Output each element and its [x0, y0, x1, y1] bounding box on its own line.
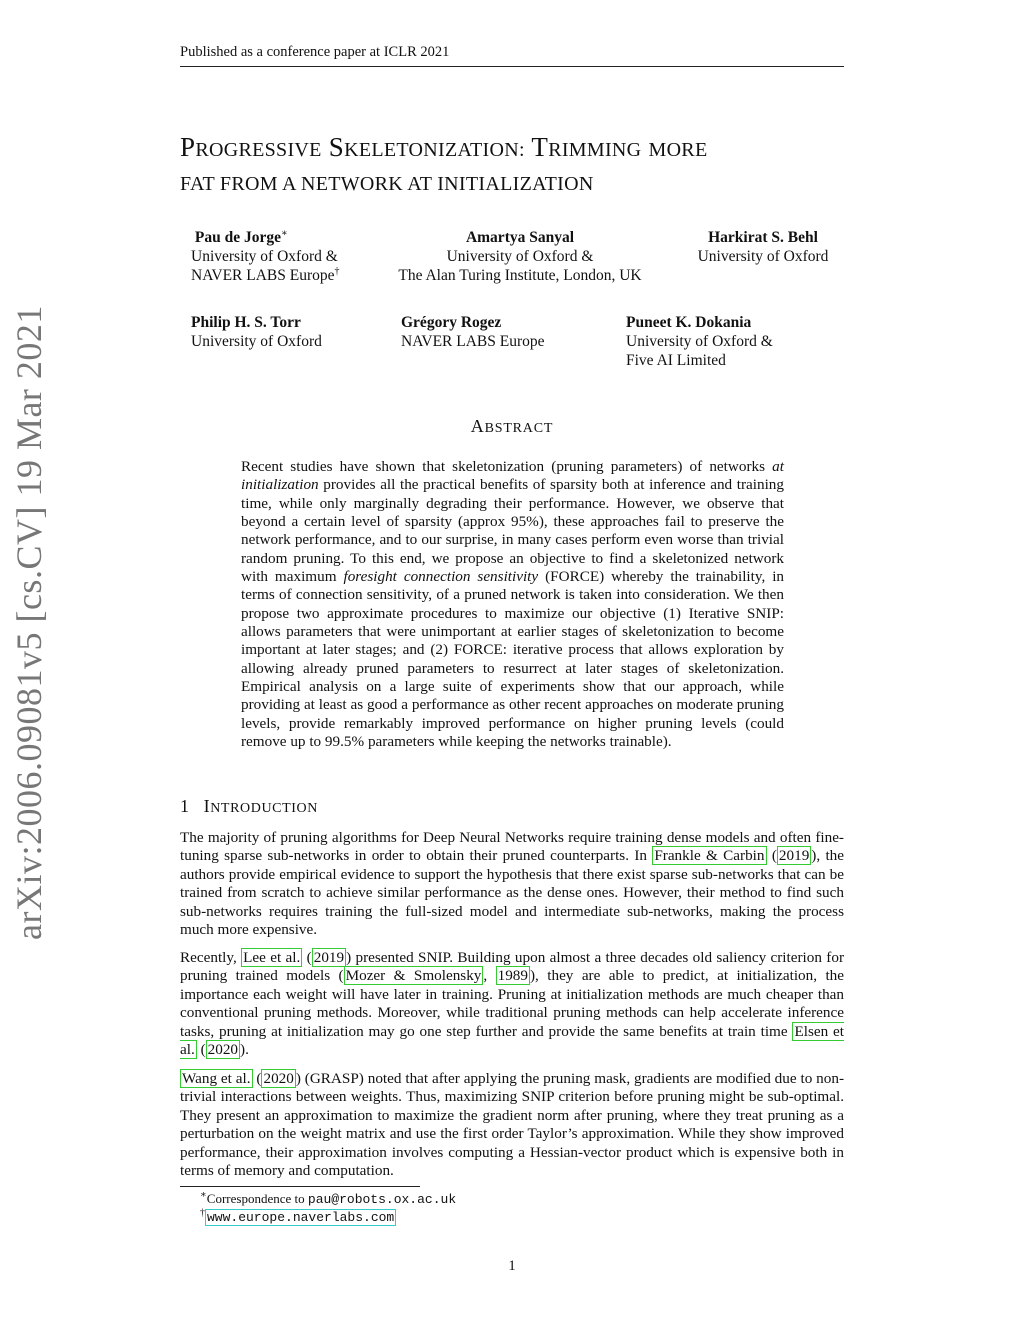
running-header: Published as a conference paper at ICLR 2021 — [180, 44, 450, 60]
author-footnote-mark: ∗ — [280, 227, 288, 239]
author-block — [688, 228, 838, 266]
author-affiliation: University of Oxford & — [446, 248, 594, 265]
author-footnote-mark: † — [334, 265, 340, 277]
author-affiliation: NAVER LABS Europe — [191, 267, 335, 284]
citation-link[interactable]: Lee et al. — [243, 949, 301, 966]
url-link[interactable]: www.europe.naverlabs.com — [207, 1210, 395, 1225]
paragraph: The majority of pruning algorithms for Deep Neural Networks require training dense models and often fine-tuning sparse sub-networks in order to obtain their pruned counterparts. In Frankle & Carbin ( 2019 ), the authors provide empirical evidence to support the hypothesis that there exist sparse sub-networks that can be trained from scratch to achieve similar performance as the dense ones. However, their method to find such sub-networks requires training the full-sized model and intermediate sub-networks, making the process much more expensive. — [180, 829, 845, 939]
author-name: Puneet K. Dokania — [626, 314, 752, 331]
title-word: TRIMMING — [531, 132, 642, 162]
author-name: Harkirat S. Behl — [708, 229, 818, 246]
author-affiliation: University of Oxford & — [626, 333, 773, 350]
citation-year-link[interactable]: 1989 — [497, 967, 528, 985]
author-affiliation: University of Oxford & — [191, 248, 338, 265]
paragraph: Wang et al. ( 2020 ) (GRASP) noted that after applying the pruning mask, gradients are modified due to non-trivial interactions between weights. Thus, maximizing SNIP criterion before pruning might be sub-optimal. They present an approximation to maximize the gradient norm after pruning, where they treat pruning as a perturbation on the weight matrix and use the first order Taylor’s approximation. While they show improved performance, their approximation involves computing a Hessian-vector product which is expensive both in terms of memory and computation. — [180, 1070, 845, 1180]
email-link[interactable]: pau@robots.ox.ac.uk — [307, 1192, 457, 1207]
title-word: PROGRESSIVE — [180, 132, 322, 162]
author-block — [191, 313, 322, 351]
author-block — [380, 228, 660, 285]
citation-link[interactable]: Mozer & Smolensky — [345, 967, 482, 985]
title-word: MORE — [648, 139, 708, 161]
paper-title — [180, 130, 850, 201]
title-line-2: FAT FROM A NETWORK AT INITIALIZATION — [180, 173, 594, 195]
abstract-text: Recent studies have shown that skeletonization (pruning parameters) of networks at initialization provides all the practical benefits of sparsity both at inference and training time, while only marginally degrading their performance. However, we observe that beyond a certain level of sparsity (approx 95%), these approaches fail to preserve the network performance, and to our surprise, in many cases perform even worse than trivial random pruning. To this end, we propose an objective to find a skeletonized network with maximum foresight connection sensitivity (FORCE) whereby the trainability, in terms of connection sensitivity, of a pruned network is taken into consideration. We then propose two approximate procedures to maximize our objective (1) Iterative SNIP: allows parameters that were unimportant at earlier stages of skeletonization to become important at later stages; and (2) FORCE: iterative process that allows exploration by allowing already pruned parameters to resurrect at later stages of skeletonization. Empirical analysis on a large suite of experiments show that our approach, while providing at least as good a performance as other recent approaches on moderate pruning levels, provide remarkably improved performance on higher pruning levels (could remove up to 99.5% parameters while keeping the networks trainable). — [241, 458, 785, 751]
citation-link[interactable]: Frankle & Carbin — [654, 847, 765, 865]
author-name: Amartya Sanyal — [465, 229, 575, 246]
author-name: Grégory Rogez — [401, 314, 502, 331]
author-affiliation: Five AI Limited — [626, 352, 726, 369]
author-affiliation: University of Oxford — [697, 248, 829, 265]
citation-year-link[interactable]: 2020 — [207, 1041, 238, 1059]
author-block — [401, 313, 545, 351]
title-line-1 — [180, 130, 850, 167]
author-name: Pau de Jorge — [194, 229, 281, 246]
author-affiliation: The Alan Turing Institute, London, UK — [398, 267, 642, 284]
paragraph: Recently, Lee et al. ( 2019 ) presented SNIP. Building upon almost a three decades old saliency criterion for pruning trained models ( Mozer & Smolensky , 1989 ), they are able to predict, at initialization, the importance each weight will have later in training. Pruning at initialization methods are much cheaper than conventional pruning methods. Moreover, while traditional pruning methods can help accelerate inference tasks, pruning at initialization may go one step further and provide the same benefits at train time Elsen et al. ( 2020 ). — [180, 949, 845, 1059]
footnote-rule — [180, 1186, 420, 1187]
citation-year-link[interactable]: 2019 — [778, 847, 810, 865]
author-block — [191, 228, 340, 285]
author-affiliation: University of Oxford — [191, 333, 322, 350]
citation-link[interactable]: Wang et al. — [182, 1070, 251, 1087]
citation-year-link[interactable]: 2019 — [313, 949, 345, 966]
citation-link[interactable]: Elsen et al. — [180, 1022, 844, 1059]
section-heading: 1 INTRODUCTION — [180, 796, 318, 816]
arxiv-stamp: arXiv:2006.09081v5 [cs.CV] 19 Mar 2021 — [9, 305, 49, 940]
author-name: Philip H. S. Torr — [191, 314, 301, 331]
abstract-heading: ABSTRACT — [470, 416, 554, 436]
citation-year-link[interactable]: 2020 — [263, 1070, 294, 1087]
author-affiliation: NAVER LABS Europe — [401, 333, 545, 350]
page-number: 1 — [508, 1258, 516, 1274]
footnote: † www.europe.naverlabs.com — [200, 1207, 395, 1225]
title-word: SKELETONIZATION: — [328, 132, 525, 162]
header-rule — [180, 66, 844, 67]
author-block — [626, 313, 773, 370]
footnote: ∗Correspondence to pau@robots.ox.ac.uk — [200, 1189, 457, 1207]
